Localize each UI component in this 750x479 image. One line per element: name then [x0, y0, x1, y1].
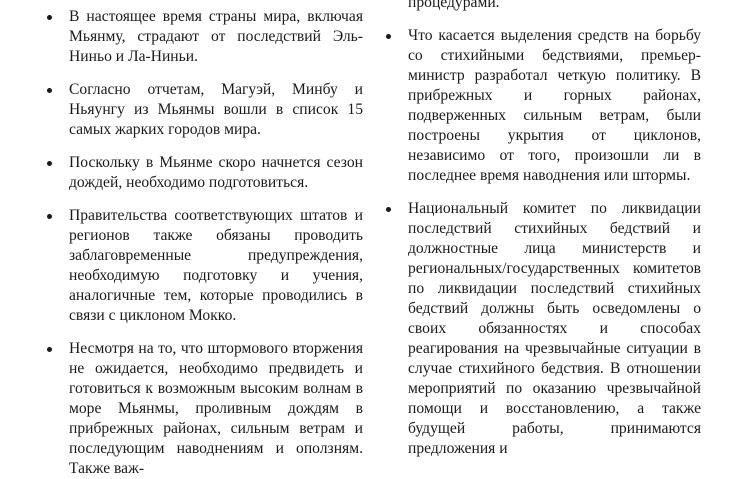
list-item-text: Национальный комитет по ликвидации последствий стихийных бедствий и должностные лица министерств и региональных/государственных комитетов по ликвидации последствий стихийных бедствий должны быть осведомлены о своих обязанностях и способах реагирования на чрезвычайные ситуации в случае стихийного бедствия. В отношении мероприятий по оказанию чрезвычайной помощи и восстановлению, а также будущей работы, принимаются предложения и [408, 200, 701, 457]
bullet-icon [47, 214, 52, 219]
list-item [47, 7, 363, 67]
bullet-icon [47, 161, 52, 166]
continuation-text: процедурами. [408, 0, 500, 11]
right-column [386, 0, 701, 459]
list-item-text: В настоящее время страны мира, включая Мьянму, страдают от последствий Эль-Ниньо и Ла-Ниньи. [69, 8, 363, 65]
list-item [386, 26, 701, 186]
list-item [386, 199, 701, 459]
bullet-icon [47, 347, 52, 352]
list-item [47, 80, 363, 140]
left-bullet-list [47, 7, 363, 479]
list-item [47, 339, 363, 479]
bullet-icon [386, 34, 391, 39]
list-item [47, 153, 363, 193]
list-item-text: Правительства соответствующих штатов и регионов также обязаны проводить заблаговременные предупреждения, необходимую подготовку и учения, аналогичные тем, которые проводились в связи с циклоном Мокко. [69, 207, 363, 324]
list-item [47, 206, 363, 326]
list-item-text: Согласно отчетам, Магуэй, Минбу и Ньяунгу из Мьянмы вошли в список 15 самых жарких городов мира. [69, 81, 363, 138]
bullet-icon [47, 15, 52, 20]
list-item-text: Несмотря на то, что штормового вторжения не ожидается, необходимо предвидеть и готовиться к возможным высоким волнам в море Мьянмы, проливным дождям в прибрежных районах, сильным ветрам и последующим наводнениям и оползням. Также важ- [69, 340, 363, 477]
bullet-icon [386, 207, 391, 212]
left-column [47, 7, 363, 479]
list-item-text: Поскольку в Мьянме скоро начнется сезон дождей, необходимо подготовиться. [69, 154, 363, 191]
bullet-icon [47, 88, 52, 93]
right-bullet-list [386, 26, 701, 459]
list-item-text: Что касается выделения средств на борьбу со стихийными бедствиями, премьер-министр разработал четкую политику. В прибрежных и горных районах, подверженных сильным ветрам, были построены укрытия от циклонов, независимо от того, произошли ли в последнее время наводнения или штормы. [408, 27, 701, 184]
continuation-text-block [386, 0, 701, 13]
